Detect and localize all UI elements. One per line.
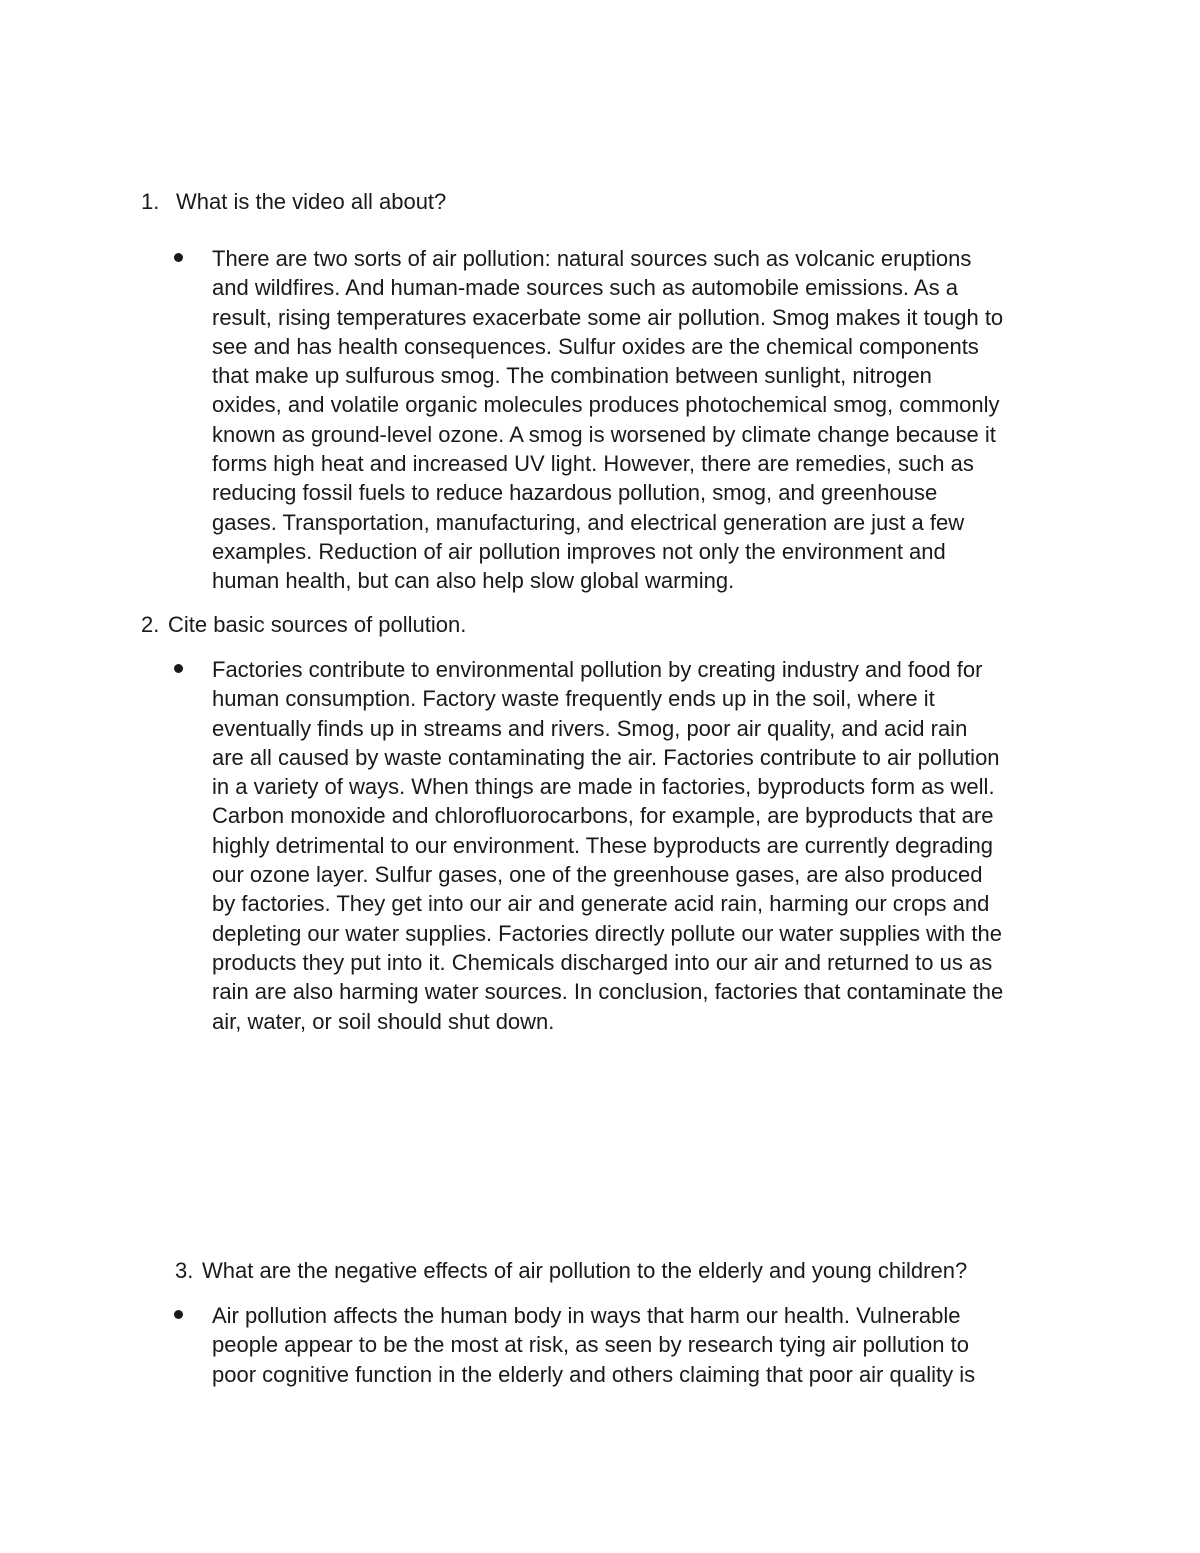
answer-1 — [212, 244, 1092, 596]
answer-1-line: reducing fossil fuels to reduce hazardous pollution, smog, and greenhouse — [212, 480, 938, 506]
answer-1-line: result, rising temperatures exacerbate some air pollution. Smog makes it tough to — [212, 304, 1004, 330]
question-1-text: What is the video all about? — [176, 189, 447, 214]
answer-1-line: There are two sorts of air pollution: natural sources such as volcanic eruptions — [212, 246, 972, 271]
answer-2-line: human consumption. Factory waste frequently ends up in the soil, where it — [212, 686, 935, 712]
answer-1-line: examples. Reduction of air pollution improves not only the environment and — [212, 538, 946, 564]
answer-2-line: Factories contribute to environmental pollution by creating industry and food for — [212, 657, 983, 682]
question-1 — [141, 187, 446, 216]
answer-3-line: poor cognitive function in the elderly and others claiming that poor air quality is — [212, 1361, 976, 1387]
answer-1-line: see and has health consequences. Sulfur oxides are the chemical components — [212, 333, 979, 359]
question-2-number: 2. — [141, 612, 160, 637]
answer-1-line: that make up sulfurous smog. The combination between sunlight, nitrogen — [212, 363, 932, 389]
answer-1-line: gases. Transportation, manufacturing, and electrical generation are just a few — [212, 509, 965, 535]
question-3 — [175, 1256, 967, 1285]
answer-2-line: Carbon monoxide and chlorofluorocarbons, for example, are byproducts that are — [212, 803, 994, 829]
answer-3-line: people appear to be the most at risk, as seen by research tying air pollution to — [212, 1332, 969, 1358]
answer-2-line: highly detrimental to our environment. These byproducts are currently degrading — [212, 832, 994, 858]
answer-2-line: in a variety of ways. When things are made in factories, byproducts form as well. — [212, 774, 995, 800]
answer-2-line: by factories. They get into our air and generate acid rain, harming our crops and — [212, 891, 990, 917]
answer-2-line: depleting our water supplies. Factories directly pollute our water supplies with the — [212, 920, 1002, 946]
question-2-text: Cite basic sources of pollution. — [168, 612, 467, 637]
bullet-icon — [173, 663, 185, 675]
answer-3 — [212, 1301, 1092, 1389]
answer-1-line: forms high heat and increased UV light. However, there are remedies, such as — [212, 451, 974, 477]
answer-3-line: Air pollution affects the human body in ways that harm our health. Vulnerable — [212, 1303, 961, 1328]
question-2 — [141, 610, 466, 639]
bullet-icon — [173, 252, 185, 264]
answer-2-line: products they put into it. Chemicals discharged into our air and returned to us as — [212, 949, 993, 975]
question-1-number: 1. — [141, 189, 160, 214]
answer-1-line: human health, but can also help slow global warming. — [212, 568, 735, 594]
answer-1-line: and wildfires. And human-made sources such as automobile emissions. As a — [212, 275, 958, 301]
answer-2-line: our ozone layer. Sulfur gases, one of the greenhouse gases, are also produced — [212, 862, 983, 888]
answer-2-line: air, water, or soil should shut down. — [212, 1008, 555, 1034]
answer-2-line: eventually finds up in streams and rivers. Smog, poor air quality, and acid rain — [212, 715, 968, 741]
answer-1-line: known as ground-level ozone. A smog is worsened by climate change because it — [212, 421, 996, 447]
question-3-number: 3. — [175, 1258, 194, 1283]
answer-2 — [212, 655, 1092, 1036]
answer-2-line: are all caused by waste contaminating the air. Factories contribute to air pollution — [212, 744, 1000, 770]
question-3-text: What are the negative effects of air pollution to the elderly and young children? — [202, 1258, 968, 1283]
answer-2-line: rain are also harming water sources. In conclusion, factories that contaminate the — [212, 979, 1004, 1005]
bullet-icon — [173, 1309, 185, 1321]
answer-1-line: oxides, and volatile organic molecules produces photochemical smog, commonly — [212, 392, 1000, 418]
